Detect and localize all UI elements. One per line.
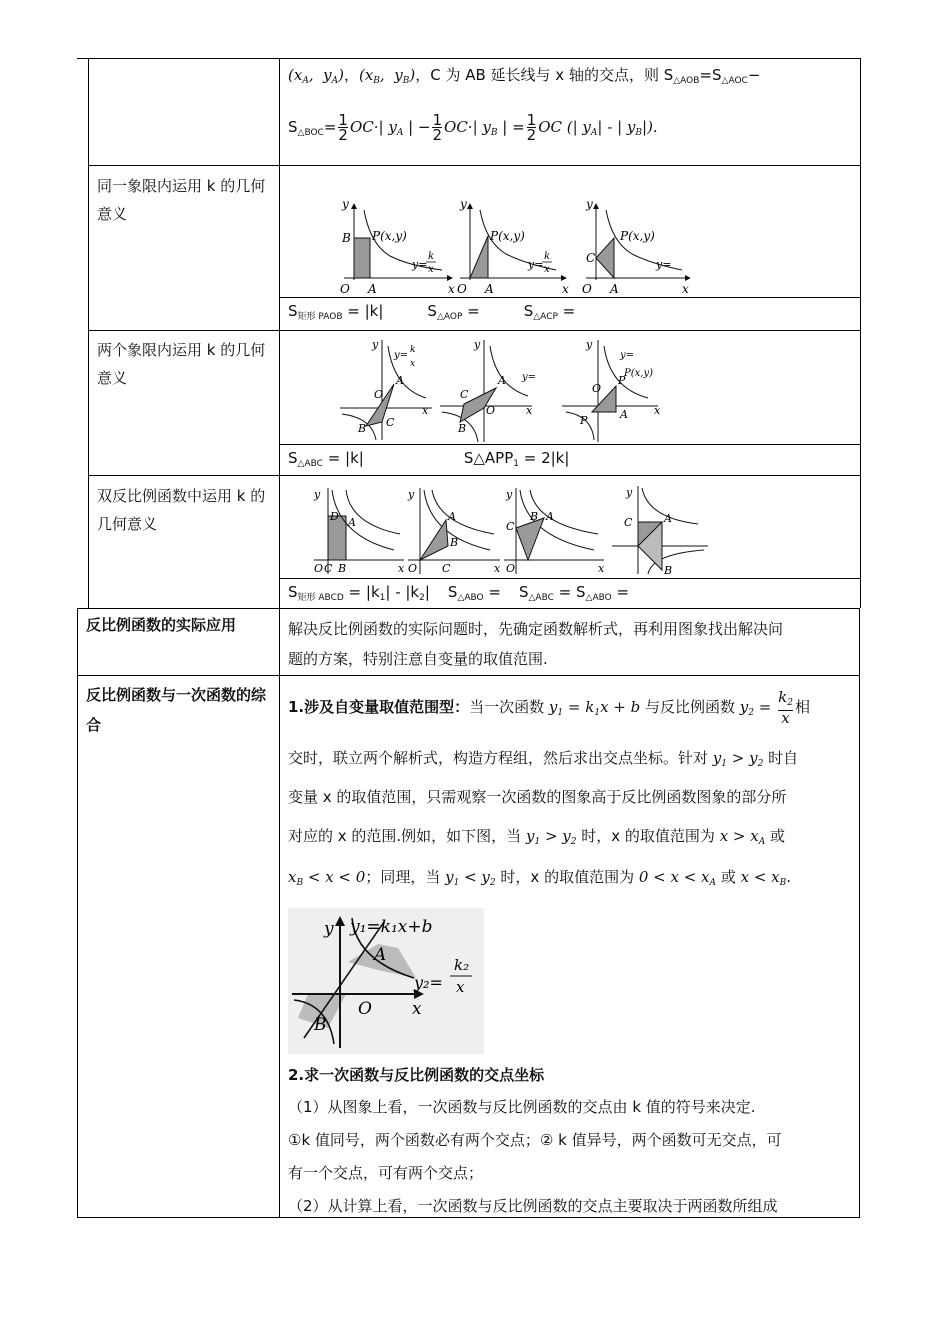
application-line-1: 解决反比例函数的实际问题时，先确定函数解析式，再利用图象找出解决问 xyxy=(288,620,784,638)
combo-p2-line3: 有一个交点，可有两个交点； xyxy=(288,1164,484,1182)
svg-text:A: A xyxy=(664,512,672,525)
svg-text:k: k xyxy=(544,251,551,262)
svg-text:y: y xyxy=(324,919,334,939)
svg-text:y: y xyxy=(474,338,481,351)
svg-text:B: B xyxy=(530,510,539,523)
svg-text:B: B xyxy=(458,422,467,435)
row1-formula: $S_{矩形 PAOB} = |k|$ $S_{\triangle AOP} = S_{\triangle ACP}$ = xyxy=(288,302,576,322)
svg-text:y=: y= xyxy=(394,350,409,361)
svg-text:O: O xyxy=(340,282,350,296)
svg-text:y₁=k₁x+b: y₁=k₁x+b xyxy=(350,917,433,937)
svg-text:C: C xyxy=(506,520,515,533)
section-title-application: 反比例函数的实际应用 xyxy=(86,616,237,634)
svg-text:D: D xyxy=(330,510,339,523)
svg-text:C: C xyxy=(386,416,395,429)
svg-text:P(x,y): P(x,y) xyxy=(620,229,655,243)
svg-text:y: y xyxy=(586,338,593,351)
svg-text:x: x xyxy=(412,999,422,1019)
svg-text:k₂: k₂ xyxy=(454,956,470,974)
svg-text:x: x xyxy=(410,359,416,369)
svg-text:O: O xyxy=(486,404,496,417)
svg-text:y₂=: y₂= xyxy=(414,973,443,992)
svg-text:x: x xyxy=(428,264,434,275)
svg-text:x: x xyxy=(544,264,550,275)
svg-text:y: y xyxy=(506,488,513,501)
svg-text:A: A xyxy=(396,374,404,387)
svg-text:C: C xyxy=(460,388,469,401)
svg-text:y: y xyxy=(314,488,321,501)
svg-text:x: x xyxy=(598,562,605,575)
svg-text:A: A xyxy=(620,408,628,421)
svg-text:A: A xyxy=(348,516,356,529)
svg-text:y: y xyxy=(626,486,633,499)
svg-text:A: A xyxy=(498,374,506,387)
svg-text:x: x xyxy=(398,562,405,575)
svg-text:x: x xyxy=(562,282,569,296)
row-label-double-inverse: 双反比例函数中运用 k 的几何意义 xyxy=(97,487,266,533)
svg-text:P: P xyxy=(580,414,588,427)
svg-text:O: O xyxy=(374,388,384,401)
combo-p1-line3: 变量 x 的取值范围，只需观察一次函数的图象高于反比例函数图象的部分所 xyxy=(288,788,787,806)
svg-text:y=: y= xyxy=(656,258,672,271)
combo-p1-line2: 交时，联立两个解析式，构造方程组，然后求出交点坐标。针对 $y_1 > y_2$ 时自 xyxy=(288,749,799,769)
row3-formula: $S_{矩形 ABCD} = |k_1| - |k_2|$ $S_{\triangle ABO} = S_{\triangle ABC} = S_{\triangle ABO}$ = xyxy=(288,583,630,603)
row2-formula: $S_{\triangle ABC} = |k|$ $S\triangle APP_1 = 2|k|$ xyxy=(288,449,570,469)
combo-p2-line4: （2）从计算上看，一次函数与反比例函数的交点主要取决于两函数所组成 xyxy=(288,1197,778,1215)
svg-text:A: A xyxy=(368,282,377,296)
svg-text:P(x,y): P(x,y) xyxy=(490,229,525,243)
combo-p2-line2: ①k 值同号，两个函数必有两个交点；② k 值异号，两个函数可无交点，可 xyxy=(288,1131,782,1149)
svg-text:O: O xyxy=(408,562,418,575)
double-inverse-figures xyxy=(308,484,712,578)
svg-text:A: A xyxy=(448,510,456,523)
svg-text:k: k xyxy=(428,251,435,262)
svg-text:O: O xyxy=(592,382,602,395)
svg-text:x: x xyxy=(494,562,501,575)
combo-p2-head: 2.求一次函数与反比例函数的交点坐标 xyxy=(288,1066,545,1084)
same-quadrant-figures xyxy=(330,196,690,298)
svg-text:y=: y= xyxy=(620,350,635,361)
application-line-2: 题的方案，特别注意自变量的取值范围. xyxy=(288,650,548,668)
combo-p1-line1: 1.涉及自变量取值范围型：当一次函数 $y_1 = k_1x + b$ 与反比例函数 $y_2$ = $\frac{k_2}{x}$ 相 xyxy=(288,688,810,727)
svg-text:O: O xyxy=(358,999,372,1019)
intro-line-1: ($x_A$, $y_A$)，($x_B$, $y_B$)，C 为 AB 延长线与 x 轴的交点，则 $S_{\triangle AOB}=S_{\triangle AOC}-$ xyxy=(288,66,761,86)
svg-text:B: B xyxy=(338,562,347,575)
svg-text:y=: y= xyxy=(412,258,428,271)
svg-text:O: O xyxy=(457,282,467,296)
intro-line-2: $S_{\triangle BOC}=$ $\frac{1}{2}$ OC·| $y_A$ | − $\frac{1}{2}$ OC·| $y_B$ | = $\frac{1}{2}$ OC (| $y_A|$ - | $y_B|$). xyxy=(288,111,658,144)
svg-text:C: C xyxy=(324,562,333,575)
svg-text:P: P xyxy=(618,374,626,387)
svg-text:B: B xyxy=(314,1015,327,1035)
svg-text:B: B xyxy=(342,231,351,245)
combo-p1-line4: 对应的 x 的范围.例如，如下图，当 $y_1 > y_2$ 时，x 的取值范围为 $x > x_A$ 或 xyxy=(288,827,786,847)
svg-text:y=: y= xyxy=(522,372,537,383)
svg-text:B: B xyxy=(664,564,673,577)
svg-text:y: y xyxy=(586,197,593,211)
svg-text:O: O xyxy=(506,562,516,575)
svg-text:C: C xyxy=(586,251,596,265)
svg-text:O: O xyxy=(314,562,324,575)
svg-text:x: x xyxy=(456,978,465,996)
svg-text:y: y xyxy=(372,338,379,351)
svg-text:y: y xyxy=(408,488,415,501)
figure-triangle-abc xyxy=(340,338,432,440)
svg-text:y: y xyxy=(342,197,349,211)
svg-text:P(x,y): P(x,y) xyxy=(624,368,653,379)
section-title-combination: 反比例函数与一次函数的综合 xyxy=(86,686,267,734)
svg-text:A: A xyxy=(610,282,619,296)
svg-text:x: x xyxy=(654,404,661,417)
row-label-two-quadrants: 两个象限内运用 k 的几何意义 xyxy=(97,341,266,387)
row-label-same-quadrant: 同一象限内运用 k 的几何意义 xyxy=(97,177,266,223)
svg-text:x: x xyxy=(682,282,689,296)
svg-text:x: x xyxy=(448,282,455,296)
svg-text:x: x xyxy=(422,404,429,417)
svg-text:B: B xyxy=(358,422,367,435)
figure-triangle-aop xyxy=(457,197,569,296)
svg-text:A: A xyxy=(485,282,494,296)
figure-triangle-acp xyxy=(582,197,690,296)
svg-text:O: O xyxy=(582,282,592,296)
figure-rectangle-paob xyxy=(340,197,455,296)
svg-text:P(x,y): P(x,y) xyxy=(372,229,407,243)
svg-text:C: C xyxy=(442,562,451,575)
svg-text:A: A xyxy=(374,945,387,965)
svg-text:C: C xyxy=(624,516,633,529)
svg-text:y: y xyxy=(460,197,467,211)
combination-figure xyxy=(288,908,484,1054)
svg-text:A: A xyxy=(546,510,554,523)
two-quadrant-figures xyxy=(336,336,666,444)
svg-text:B: B xyxy=(450,536,459,549)
svg-text:x: x xyxy=(526,404,533,417)
svg-text:k: k xyxy=(410,345,416,355)
combo-p2-line1: （1）从图象上看，一次函数与反比例函数的交点由 k 值的符号来决定. xyxy=(288,1098,756,1116)
svg-text:y=: y= xyxy=(528,258,544,271)
combo-p1-line5: $x_B < x < 0$；同理，当 $y_1 < y_2$ 时，x 的取值范围为 $0 < x < x_A$ 或 $x < x_B$. xyxy=(288,868,792,888)
